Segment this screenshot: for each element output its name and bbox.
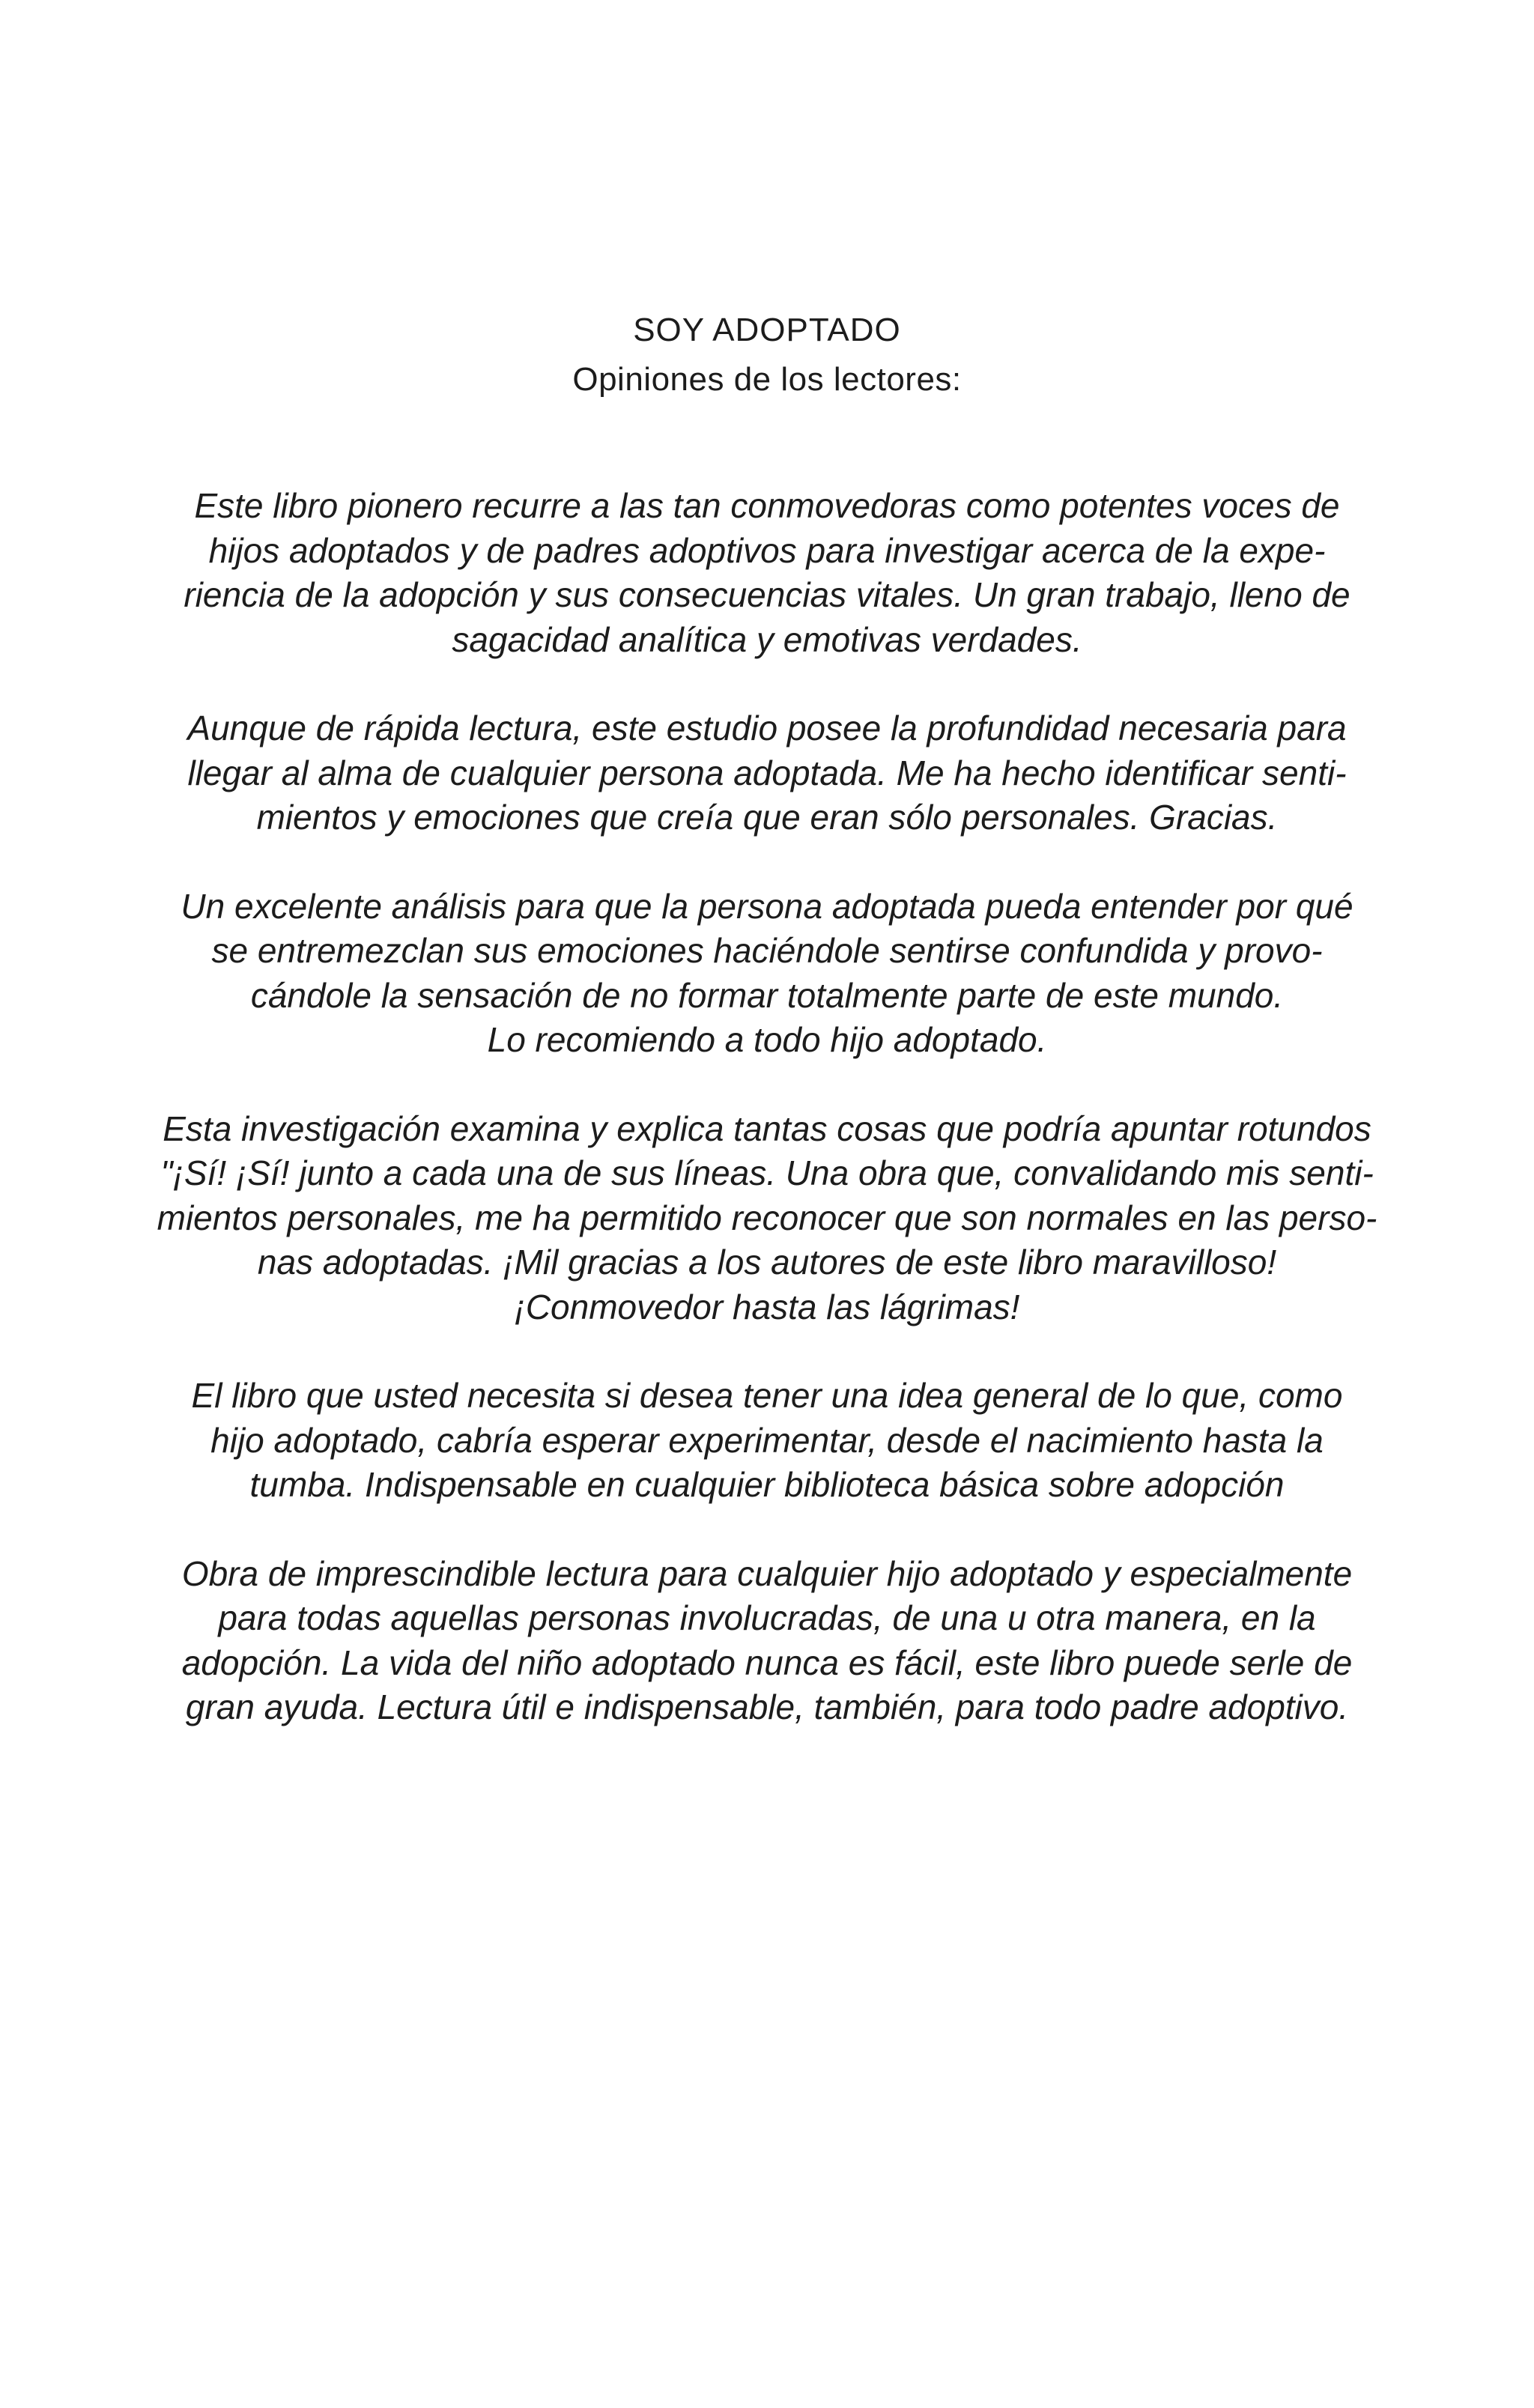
review-line: Esta investigación examina y explica tantas cosas que podría apuntar rotundos	[163, 1109, 1371, 1148]
review-line: gran ayuda. Lectura útil e indispensable, también, para todo padre adoptivo.	[185, 1687, 1349, 1726]
review-line: ¡Conmovedor hasta las lágrimas!	[514, 1287, 1020, 1326]
review-paragraph	[112, 1107, 1422, 1330]
review-line: riencia de la adopción y sus consecuencias vitales. Un gran trabajo, lleno de	[184, 575, 1350, 614]
review-line: El libro que usted necesita si desea tener una idea general de lo que, como	[191, 1376, 1343, 1415]
book-title: SOY ADOPTADO	[633, 312, 901, 348]
review-line: mientos y emociones que creía que eran sólo personales. Gracias.	[256, 798, 1278, 837]
review-line: mientos personales, me ha permitido reconocer que son normales en las perso-	[157, 1198, 1377, 1237]
review-line: llegar al alma de cualquier persona adoptada. Me ha hecho identificar senti-	[187, 753, 1347, 792]
review-line: Este libro pionero recurre a las tan conmovedoras como potentes voces de	[194, 486, 1340, 525]
page-heading	[0, 306, 1534, 404]
review-line: Aunque de rápida lectura, este estudio posee la profundidad necesaria para	[187, 709, 1347, 747]
review-line: hijo adoptado, cabría esperar experimentar, desde el nacimiento hasta la	[210, 1420, 1324, 1460]
review-line: sagacidad analítica y emotivas verdades.	[452, 619, 1082, 659]
review-paragraph	[112, 1552, 1422, 1730]
review-paragraph	[112, 885, 1422, 1063]
review-line: Lo recomiendo a todo hijo adoptado.	[487, 1020, 1047, 1059]
review-line: "¡Sí! ¡Sí! junto a cada una de sus líneas. Una obra que, convalidando mis senti-	[160, 1153, 1374, 1192]
review-line: hijos adoptados y de padres adoptivos para investigar acerca de la expe-	[208, 530, 1326, 570]
review-line: cándole la sensación de no formar totalmente parte de este mundo.	[250, 975, 1284, 1015]
review-line: nas adoptadas. ¡Mil gracias a los autores de este libro maravilloso!	[257, 1243, 1277, 1282]
review-line: adopción. La vida del niño adoptado nunca es fácil, este libro puede serle de	[181, 1643, 1353, 1682]
page-subtitle: Opiniones de los lectores:	[572, 361, 962, 398]
review-line: Obra de imprescindible lectura para cualquier hijo adoptado y especialmente	[181, 1553, 1353, 1593]
review-line: Un excelente análisis para que la persona adoptada pueda entender por qué	[181, 886, 1353, 926]
review-line: tumba. Indispensable en cualquier biblioteca básica sobre adopción	[249, 1465, 1285, 1504]
review-paragraph	[112, 1374, 1422, 1508]
review-line: se entremezclan sus emociones haciéndole sentirse confundida y provo-	[211, 931, 1323, 970]
review-line: para todas aquellas personas involucradas, de una u otra manera, en la	[218, 1598, 1316, 1637]
review-paragraph	[112, 706, 1422, 840]
reader-reviews	[112, 484, 1422, 1774]
review-paragraph	[112, 484, 1422, 662]
